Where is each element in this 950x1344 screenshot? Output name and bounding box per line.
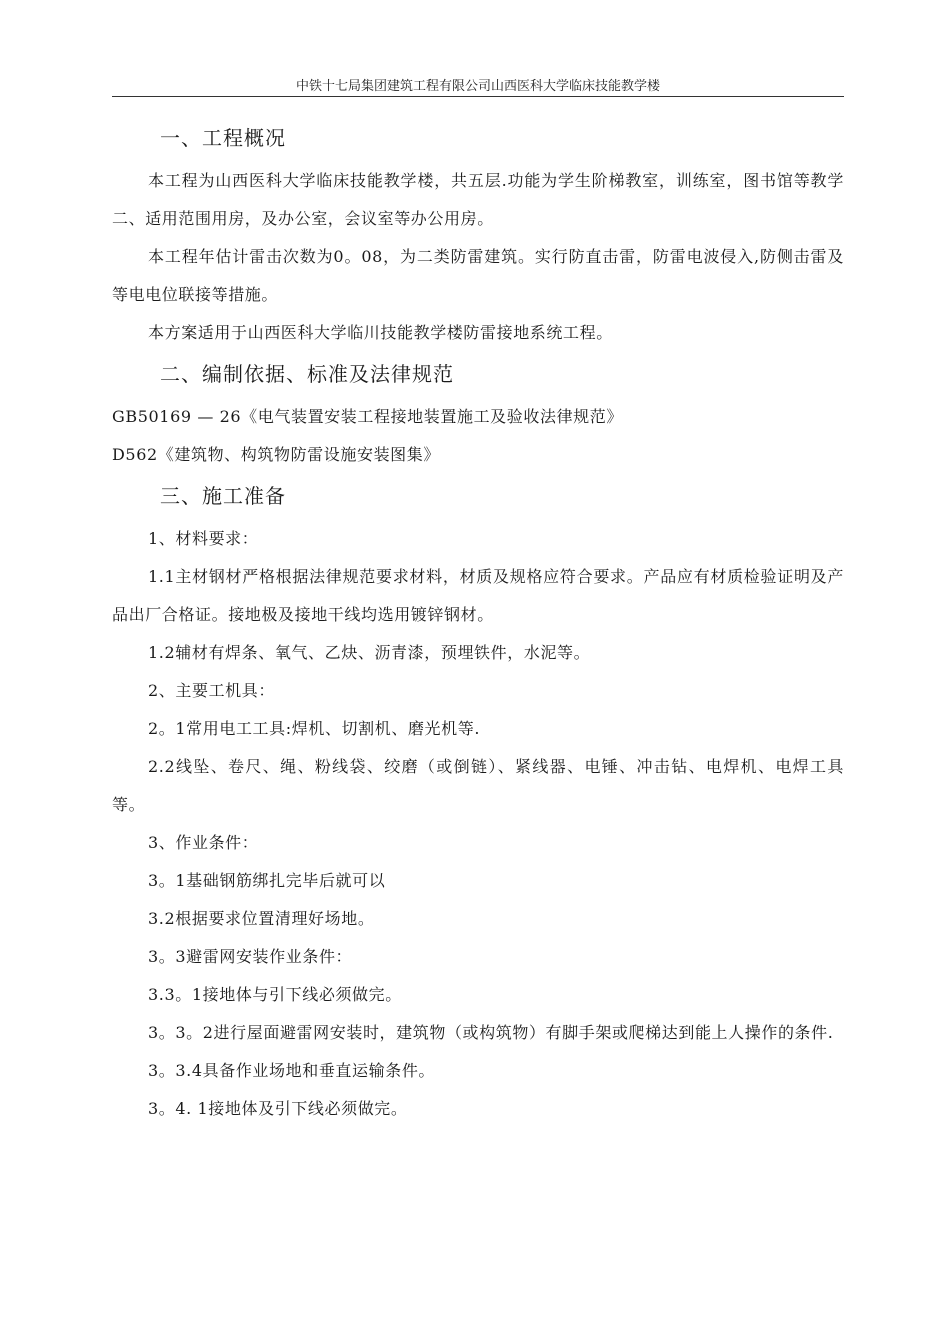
section-1-heading: 一、工程概况 [160, 126, 286, 150]
section-3-item: 3、作业条件： [148, 833, 259, 852]
section-1-paragraph-2: 本工程年估计雷击次数为0。08，为二类防雷建筑。实行防直击雷，防雷电波侵入,防侧击雷及等电电位联接等措施。 [112, 247, 844, 304]
section-3-item: 3。3.4具备作业场地和垂直运输条件。 [148, 1061, 436, 1080]
section-2-standard-1: GB50169 — 26《电气装置安装工程接地装置施工及验收法律规范》 [112, 407, 623, 426]
section-3-item: 2.2线坠、卷尺、绳、粉线袋、绞磨（或倒链）、紧线器、电锤、冲击钻、电焊机、电焊工具等。 [112, 757, 844, 814]
section-3-item: 3。1基础钢筋绑扎完毕后就可以 [148, 871, 386, 890]
section-2-standard-2: D562《建筑物、构筑物防雷设施安装图集》 [112, 445, 440, 464]
section-3-item: 1.1主材钢材严格根据法律规范要求材料，材质及规格应符合要求。产品应有材质检验证明及产品出厂合格证。接地极及接地干线均选用镀锌钢材。 [112, 567, 844, 624]
section-2-heading: 二、编制依据、标准及法律规范 [160, 362, 454, 386]
section-3-item: 3.3。1接地体与引下线必须做完。 [148, 985, 402, 1004]
section-3-item: 3.2根据要求位置清理好场地。 [148, 909, 375, 928]
header-rule [112, 96, 844, 97]
section-3-item: 1、材料要求： [148, 529, 259, 548]
section-1-paragraph-3: 本方案适用于山西医科大学临川技能教学楼防雷接地系统工程。 [148, 323, 613, 342]
section-3-heading: 三、施工准备 [160, 484, 286, 508]
section-1-paragraph-1: 本工程为山西医科大学临床技能教学楼，共五层.功能为学生阶梯教室，训练室，图书馆等教学二、适用范围用房，及办公室，会议室等办公用房。 [112, 171, 844, 228]
running-header: 中铁十七局集团建筑工程有限公司山西医科大学临床技能教学楼 [295, 79, 660, 94]
section-3-item: 3。4. 1接地体及引下线必须做完。 [148, 1099, 408, 1118]
document-body [112, 116, 844, 1128]
section-3-item: 2。1常用电工工具:焊机、切割机、磨光机等. [148, 719, 481, 738]
section-3-item: 3。3避雷网安装作业条件： [148, 947, 353, 966]
section-3-item: 2、主要工机具： [148, 681, 275, 700]
section-3-item: 1.2辅材有焊条、氧气、乙炔、沥青漆，预埋铁件，水泥等。 [148, 643, 591, 662]
section-3-item: 3。3。2进行屋面避雷网安装时，建筑物（或构筑物）有脚手架或爬梯达到能上人操作的条件. [148, 1023, 834, 1042]
